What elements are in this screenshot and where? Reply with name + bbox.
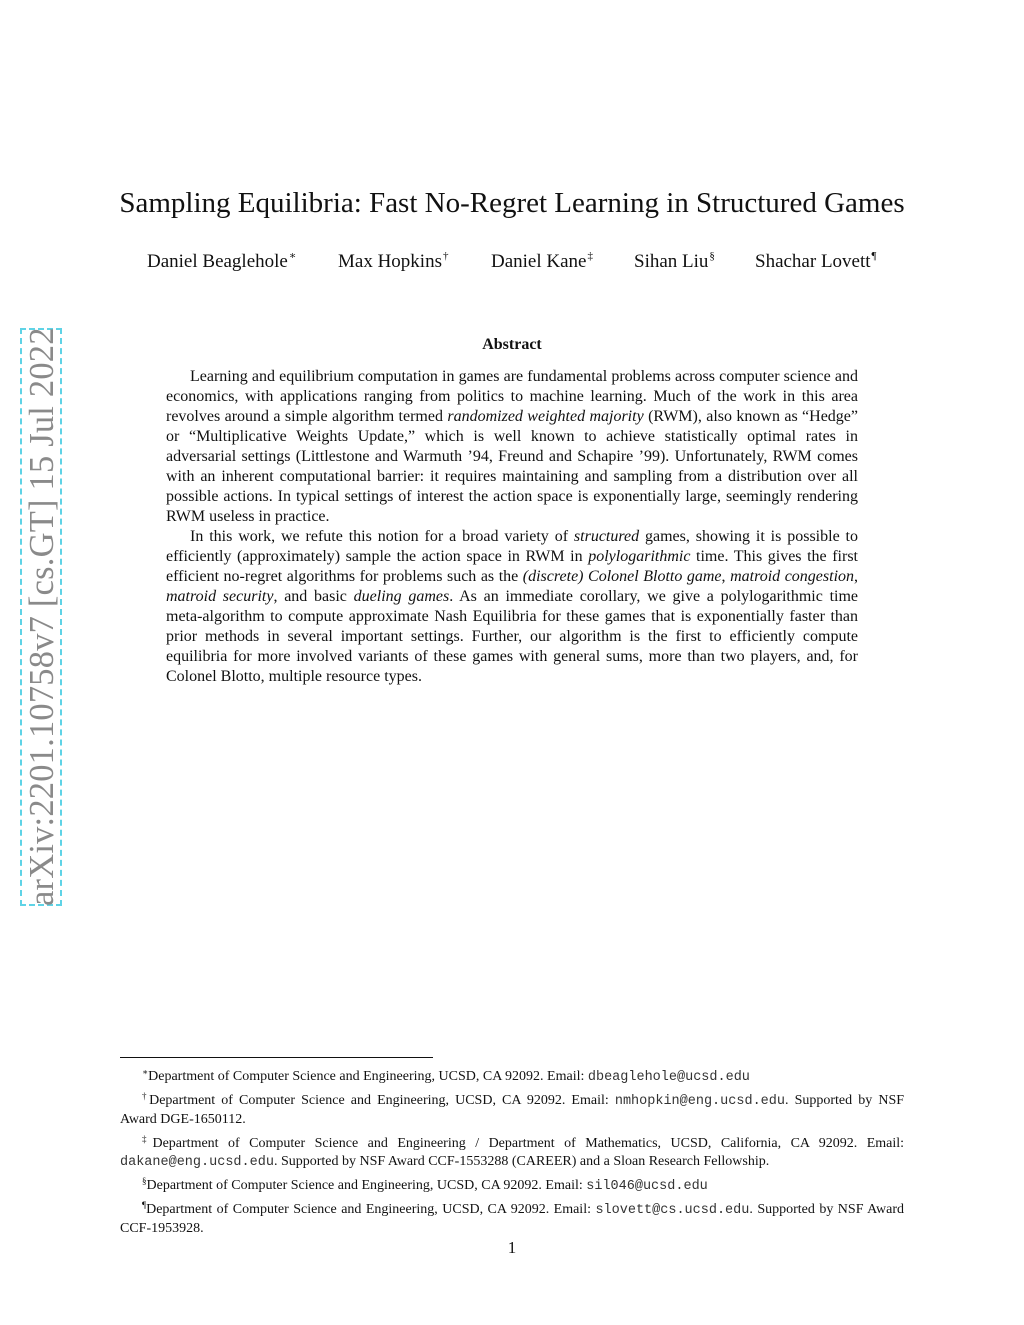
abstract-heading: Abstract	[482, 336, 542, 353]
author-liu	[634, 244, 715, 274]
email-link[interactable]: dbeaglehole@ucsd.edu	[587, 1070, 750, 1085]
author-name: Sihan Liu	[634, 251, 709, 272]
abstract-paragraph-2: In this work, we refute this notion for a broad variety of structured games, showing it is possible to efficiently (approximately) sample the action space in RWM in polylogarithmic time. This gives the first efficient no-regret algorithms for problems such as the (discrete) Colonel Blotto game, matroid congestion, matroid security, and basic dueling games. As an immediate corollary, we give a polylogarithmic time meta-algorithm to compute approximate Nash Equilibria for these games that is exponentially faster than prior methods in several important settings. Further, our algorithm is the first to efficiently compute equilibria for more involved variants of these games with general sums, more than two players, and, for Colonel Blotto, multiple resource types.	[166, 528, 859, 685]
author-mark: ¶	[871, 250, 877, 262]
abstract-body	[166, 367, 858, 687]
author-mark: ‡	[587, 250, 593, 262]
footnote-rule	[120, 1057, 433, 1058]
author-beaglehole	[147, 244, 296, 274]
author-mark: §	[709, 250, 715, 262]
footnote: ∗Department of Computer Science and Engineering, UCSD, CA 92092. Email: dbeaglehole@ucsd.edu	[142, 1067, 750, 1085]
email-link[interactable]: nmhopkin@eng.ucsd.edu	[614, 1094, 785, 1110]
paper-title: Sampling Equilibria: Fast No-Regret Learning in Structured Games	[119, 187, 905, 219]
page-number: 1	[507, 1238, 517, 1257]
footnote: †Department of Computer Science and Engineering, UCSD, CA 92092. Email: nmhopkin@eng.ucsd.edu. Supported by NSF Award DGE-1650112.	[120, 1091, 905, 1128]
author-name: Daniel Beaglehole	[147, 251, 288, 272]
author-lovett	[755, 244, 877, 274]
arxiv-identifier[interactable]: arXiv:2201.10758v7 [cs.GT] 15 Jul 2022	[23, 327, 61, 906]
footnote: §Department of Computer Science and Engineering, UCSD, CA 92092. Email: sil046@ucsd.edu	[142, 1176, 708, 1195]
author-name: Max Hopkins	[338, 251, 442, 272]
email-link[interactable]: slovett@cs.ucsd.edu	[595, 1203, 750, 1219]
footnotes	[120, 1063, 904, 1239]
author-name: Shachar Lovett	[755, 251, 871, 272]
author-mark: †	[442, 250, 449, 262]
author-hopkins	[338, 244, 448, 274]
abstract-paragraph-1: Learning and equilibrium computation in games are fundamental problems across computer science and economics, with applications ranging from politics to machine learning. Much of the work in this area revolves around a simple algorithm termed randomized weighted majority (RWM), also known as “Hedge” or “Multiplicative Weights Update,” which is well known to achieve statistically optimal rates in adversarial settings (Littlestone and Warmuth ’94, Freund and Schapire ’99). Unfortunately, RWM comes with an inherent computational barrier: it requires maintaining and sampling from a distribution over all possible actions. In typical settings of interest the action space is exponentially large, seemingly rendering RWM useless in practice.	[166, 368, 859, 525]
author-kane	[491, 244, 593, 274]
footnote: ‡Department of Computer Science and Engineering / Department of Mathematics, UCSD, California, CA 92092. Email: dakane@eng.ucsd.edu. Supported by NSF Award CCF-1553288 (CAREER) and a Sloan Research Fellowship.	[120, 1133, 905, 1170]
author-name: Daniel Kane	[491, 251, 587, 272]
email-link[interactable]: dakane@eng.ucsd.edu	[120, 1154, 274, 1170]
footnote: ¶Department of Computer Science and Engineering, UCSD, CA 92092. Email: slovett@cs.ucsd.edu. Supported by NSF Award CCF-1953928.	[120, 1200, 904, 1237]
email-link[interactable]: sil046@ucsd.edu	[586, 1179, 708, 1195]
author-mark: ∗	[288, 250, 297, 262]
